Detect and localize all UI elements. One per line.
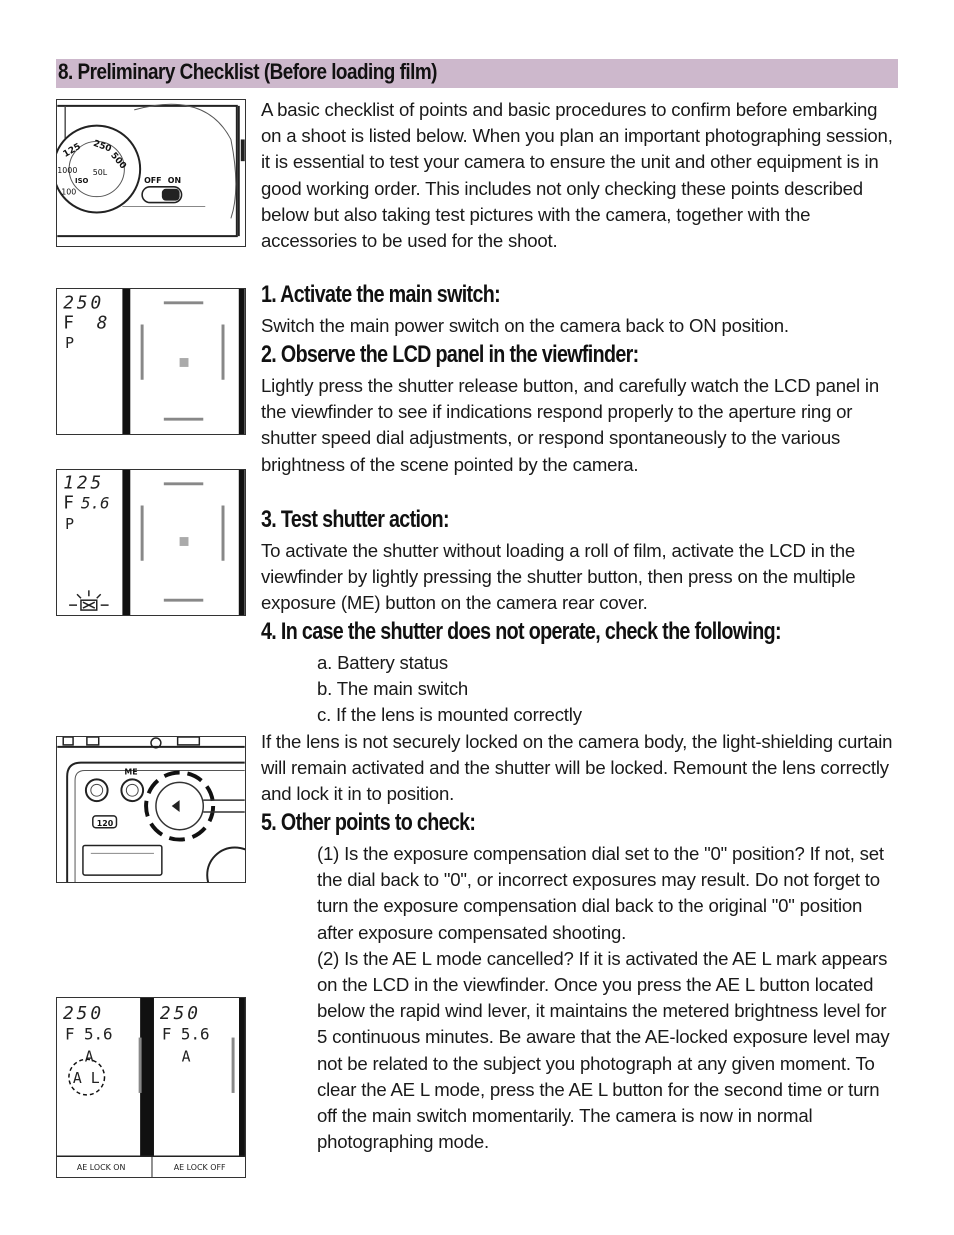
focus-point-icon bbox=[180, 358, 189, 367]
dial-value-100: 100 bbox=[61, 187, 77, 197]
figure-ae-lock bbox=[56, 997, 246, 1178]
me-button-label: ME bbox=[124, 767, 138, 777]
lcd-left-mode: A bbox=[84, 1048, 94, 1066]
step-5 bbox=[261, 808, 901, 1155]
step-4 bbox=[261, 617, 901, 807]
dial-value-50l: 50L bbox=[92, 167, 108, 177]
dial-value-125: 125 bbox=[61, 141, 83, 160]
switch-off-label: OFF bbox=[144, 175, 162, 185]
lcd-aperture-value: 8 bbox=[96, 313, 108, 334]
me-button-icon bbox=[121, 779, 143, 801]
dial-value-500: 500 bbox=[108, 150, 128, 172]
dial-value-250: 250 bbox=[91, 138, 113, 155]
step-body: To activate the shutter without loading a roll of film, activate the LCD in the viewfinder by lightly pressing the shutter button, then press on the multiple exposure (ME) button on the camera rear cover. bbox=[261, 540, 856, 614]
lcd-aperture-value: 5.6 bbox=[80, 493, 110, 513]
focus-point-icon bbox=[180, 537, 189, 546]
list-item: c. If the lens is mounted correctly bbox=[317, 704, 582, 726]
dial-iso-label: ISO bbox=[75, 176, 89, 185]
step-3 bbox=[261, 505, 901, 617]
lcd-mode: P bbox=[65, 335, 75, 353]
lcd-aperture-label: F bbox=[63, 493, 74, 514]
step-heading: 2. Observe the LCD panel in the viewfinder: bbox=[261, 341, 639, 368]
intro-paragraph: A basic checklist of points and basic procedures to confirm before embarking on a shoot is listed below. When you plan an important photographing session, it is essential to test your camera to ensure the unit and other equipment is in good working order. This includes not only checking these points described below but also taking test pictures with the camera, together with the accessories to be used for the shoot. bbox=[261, 99, 893, 252]
lcd-left-shutter-speed: 250 bbox=[62, 1002, 105, 1024]
list-item: b. The main switch bbox=[317, 678, 469, 700]
lcd-shutter-speed: 250 bbox=[63, 293, 105, 314]
switch-knob-icon bbox=[162, 189, 180, 201]
lcd-right-mode: A bbox=[181, 1048, 191, 1066]
button-icon bbox=[86, 779, 108, 801]
ae-lock-off-caption: AE LOCK OFF bbox=[173, 1163, 226, 1173]
ae-lock-on-caption: AE LOCK ON bbox=[76, 1163, 126, 1173]
step-1 bbox=[261, 280, 901, 339]
film-type-label: 120 bbox=[96, 818, 114, 828]
lcd-aperture-label: F bbox=[63, 313, 74, 334]
figure-lcd-viewfinder-1 bbox=[56, 288, 246, 435]
step-body: If the lens is not securely locked on the camera body, the light-shielding curtain will remain activated and the shutter will be locked. Remount the lens correctly and lock it in to position. bbox=[261, 730, 893, 805]
step-heading: 3. Test shutter action: bbox=[261, 506, 449, 533]
lcd-right-aperture: F 5.6 bbox=[161, 1024, 210, 1044]
step-2 bbox=[261, 340, 901, 478]
figure-rear-cover bbox=[56, 736, 246, 883]
lcd-shutter-speed: 125 bbox=[63, 473, 105, 494]
switch-on-label: ON bbox=[167, 175, 182, 185]
figure-lcd-viewfinder-2 bbox=[56, 469, 246, 616]
step-heading: 1. Activate the main switch: bbox=[261, 281, 501, 308]
step-heading: 4. In case the shutter does not operate, check the following: bbox=[261, 618, 781, 645]
dial-value-1000: 1000 bbox=[57, 166, 78, 175]
ae-lock-mark: A L bbox=[72, 1070, 100, 1088]
step-body: Switch the main power switch on the camera back to ON position. bbox=[261, 315, 789, 336]
step-body: Lightly press the shutter release button, and carefully watch the LCD panel in the viewfinder to see if indications respond properly to the aperture ring or shutter speed dial adjustments, or respond spontaneously to the various brightness of the scene pointed by the camera. bbox=[261, 375, 879, 475]
list-item: (2) Is the AE L mode cancelled? If it is activated the AE L mark appears on the LCD in the viewfinder. Once you press the AE L button located below the rapid wind lever, it maintains the metered brightness level for 5 continuous minutes. Be aware that the AE-locked exposure level may not be related to the subject you photograph at any given moment. To clear the AE L mode, press the AE L button for the second time or turn off the main switch momentarily. The camera is now in normal photographing mode. bbox=[317, 947, 890, 1153]
section-title: 8. Preliminary Checklist (Before loading film) bbox=[58, 59, 437, 84]
list-item: (1) Is the exposure compensation dial set to the "0" position? If not, set the dial back to "0", or incorrect exposures may result. Do not forget to turn the exposure compensation dial back to the original "0" position after exposure compensated shooting. bbox=[317, 843, 884, 943]
lcd-right-shutter-speed: 250 bbox=[159, 1002, 201, 1024]
figure-main-switch bbox=[56, 99, 246, 247]
step-heading: 5. Other points to check: bbox=[261, 809, 476, 836]
list-item: a. Battery status bbox=[317, 652, 448, 673]
lcd-mode: P bbox=[65, 516, 75, 534]
intro-block bbox=[261, 97, 901, 254]
lcd-left-aperture: F 5.6 bbox=[64, 1024, 113, 1044]
